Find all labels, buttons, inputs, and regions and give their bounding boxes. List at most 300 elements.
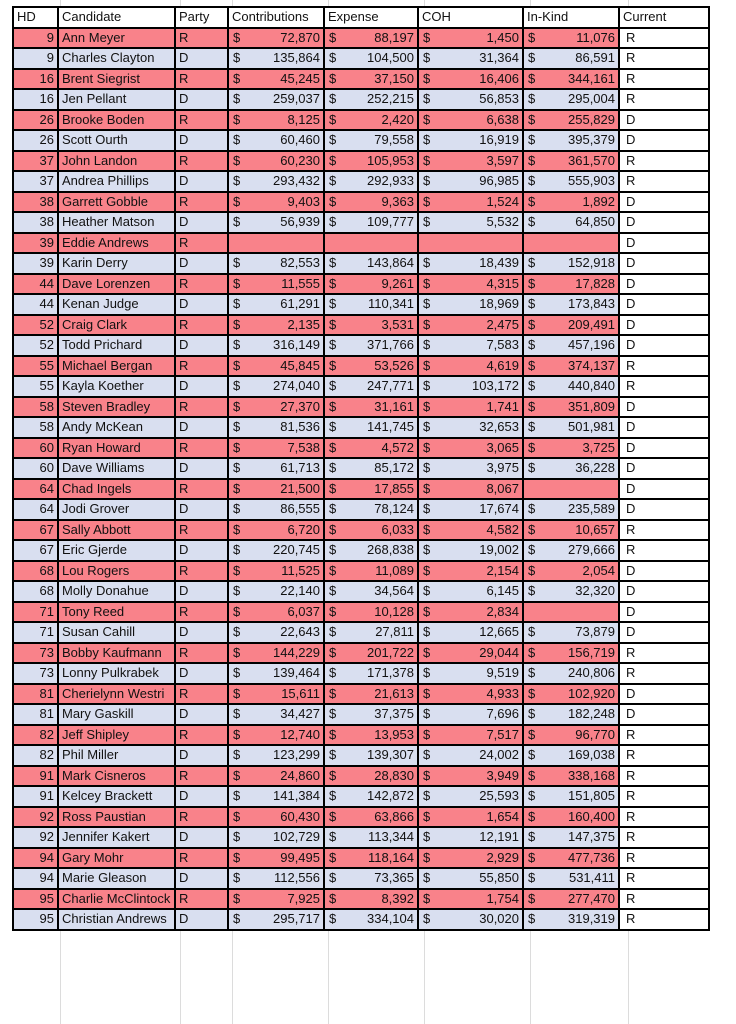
cell-in-kind[interactable]: [523, 561, 619, 582]
cell-contributions[interactable]: [228, 274, 324, 295]
cell-current[interactable]: R: [619, 766, 709, 787]
cell-expense[interactable]: [324, 151, 418, 172]
cell-hd[interactable]: 81: [13, 684, 58, 705]
cell-contributions[interactable]: [228, 889, 324, 910]
cell-hd[interactable]: 82: [13, 725, 58, 746]
cell-candidate[interactable]: Dave Lorenzen: [58, 274, 175, 295]
cell-candidate[interactable]: Sally Abbott: [58, 520, 175, 541]
cell-contributions[interactable]: [228, 376, 324, 397]
cell-hd[interactable]: 68: [13, 561, 58, 582]
cell-coh[interactable]: [418, 376, 523, 397]
cell-current[interactable]: R: [619, 786, 709, 807]
cell-in-kind[interactable]: [523, 868, 619, 889]
cell-in-kind[interactable]: [523, 171, 619, 192]
cell-hd[interactable]: 9: [13, 28, 58, 49]
cell-party[interactable]: R: [175, 69, 228, 90]
cell-candidate[interactable]: Tony Reed: [58, 602, 175, 623]
cell-hd[interactable]: 52: [13, 335, 58, 356]
cell-contributions[interactable]: [228, 786, 324, 807]
cell-contributions[interactable]: [228, 725, 324, 746]
cell-candidate[interactable]: Kenan Judge: [58, 294, 175, 315]
cell-hd[interactable]: 44: [13, 274, 58, 295]
cell-coh[interactable]: [418, 171, 523, 192]
cell-contributions[interactable]: [228, 807, 324, 828]
cell-expense[interactable]: [324, 274, 418, 295]
cell-current[interactable]: D: [619, 233, 709, 254]
cell-in-kind[interactable]: [523, 356, 619, 377]
cell-contributions[interactable]: [228, 397, 324, 418]
cell-coh[interactable]: [418, 274, 523, 295]
cell-party[interactable]: D: [175, 417, 228, 438]
cell-party[interactable]: D: [175, 704, 228, 725]
cell-hd[interactable]: 94: [13, 868, 58, 889]
cell-hd[interactable]: 92: [13, 807, 58, 828]
cell-coh[interactable]: [418, 397, 523, 418]
cell-candidate[interactable]: John Landon: [58, 151, 175, 172]
header-hd[interactable]: HD: [13, 7, 58, 28]
cell-coh[interactable]: [418, 417, 523, 438]
cell-current[interactable]: D: [619, 110, 709, 131]
cell-contributions[interactable]: [228, 663, 324, 684]
cell-party[interactable]: D: [175, 253, 228, 274]
cell-hd[interactable]: 81: [13, 704, 58, 725]
cell-party[interactable]: R: [175, 561, 228, 582]
cell-contributions[interactable]: [228, 827, 324, 848]
cell-hd[interactable]: 58: [13, 397, 58, 418]
cell-expense[interactable]: [324, 643, 418, 664]
cell-current[interactable]: D: [619, 479, 709, 500]
cell-contributions[interactable]: [228, 151, 324, 172]
cell-party[interactable]: D: [175, 48, 228, 69]
cell-party[interactable]: D: [175, 663, 228, 684]
cell-candidate[interactable]: Mary Gaskill: [58, 704, 175, 725]
cell-party[interactable]: D: [175, 458, 228, 479]
cell-in-kind[interactable]: [523, 130, 619, 151]
cell-current[interactable]: D: [619, 622, 709, 643]
cell-candidate[interactable]: Kelcey Brackett: [58, 786, 175, 807]
cell-contributions[interactable]: [228, 540, 324, 561]
cell-hd[interactable]: 26: [13, 110, 58, 131]
cell-candidate[interactable]: Jennifer Kakert: [58, 827, 175, 848]
cell-contributions[interactable]: [228, 602, 324, 623]
cell-party[interactable]: D: [175, 868, 228, 889]
cell-coh[interactable]: [418, 479, 523, 500]
cell-expense[interactable]: [324, 868, 418, 889]
cell-current[interactable]: R: [619, 807, 709, 828]
cell-expense[interactable]: [324, 376, 418, 397]
cell-expense[interactable]: [324, 212, 418, 233]
cell-hd[interactable]: 16: [13, 69, 58, 90]
cell-contributions[interactable]: [228, 192, 324, 213]
cell-coh[interactable]: [418, 151, 523, 172]
cell-in-kind[interactable]: [523, 848, 619, 869]
cell-coh[interactable]: [418, 745, 523, 766]
cell-hd[interactable]: 26: [13, 130, 58, 151]
cell-expense[interactable]: [324, 315, 418, 336]
cell-party[interactable]: D: [175, 294, 228, 315]
cell-coh[interactable]: [418, 69, 523, 90]
cell-hd[interactable]: 91: [13, 766, 58, 787]
cell-current[interactable]: D: [619, 397, 709, 418]
cell-expense[interactable]: [324, 233, 418, 254]
cell-contributions[interactable]: [228, 581, 324, 602]
cell-contributions[interactable]: [228, 561, 324, 582]
cell-in-kind[interactable]: [523, 520, 619, 541]
cell-hd[interactable]: 60: [13, 458, 58, 479]
cell-hd[interactable]: 95: [13, 909, 58, 930]
cell-party[interactable]: D: [175, 212, 228, 233]
cell-current[interactable]: D: [619, 684, 709, 705]
cell-candidate[interactable]: Chad Ingels: [58, 479, 175, 500]
cell-current[interactable]: R: [619, 48, 709, 69]
cell-candidate[interactable]: Todd Prichard: [58, 335, 175, 356]
cell-coh[interactable]: [418, 561, 523, 582]
cell-expense[interactable]: [324, 130, 418, 151]
cell-coh[interactable]: [418, 766, 523, 787]
cell-party[interactable]: R: [175, 315, 228, 336]
cell-coh[interactable]: [418, 581, 523, 602]
cell-candidate[interactable]: Ann Meyer: [58, 28, 175, 49]
cell-expense[interactable]: [324, 909, 418, 930]
cell-current[interactable]: D: [619, 335, 709, 356]
cell-expense[interactable]: [324, 786, 418, 807]
cell-in-kind[interactable]: [523, 663, 619, 684]
cell-in-kind[interactable]: [523, 69, 619, 90]
cell-current[interactable]: D: [619, 192, 709, 213]
cell-hd[interactable]: 91: [13, 786, 58, 807]
cell-current[interactable]: R: [619, 376, 709, 397]
cell-contributions[interactable]: [228, 48, 324, 69]
cell-contributions[interactable]: [228, 704, 324, 725]
cell-expense[interactable]: [324, 171, 418, 192]
cell-contributions[interactable]: [228, 520, 324, 541]
cell-expense[interactable]: [324, 561, 418, 582]
cell-coh[interactable]: [418, 848, 523, 869]
cell-coh[interactable]: [418, 110, 523, 131]
cell-hd[interactable]: 44: [13, 294, 58, 315]
cell-party[interactable]: R: [175, 192, 228, 213]
cell-candidate[interactable]: Karin Derry: [58, 253, 175, 274]
cell-in-kind[interactable]: [523, 602, 619, 623]
cell-current[interactable]: D: [619, 274, 709, 295]
cell-contributions[interactable]: [228, 69, 324, 90]
cell-coh[interactable]: [418, 909, 523, 930]
cell-in-kind[interactable]: [523, 745, 619, 766]
cell-coh[interactable]: [418, 725, 523, 746]
cell-candidate[interactable]: Lonny Pulkrabek: [58, 663, 175, 684]
cell-contributions[interactable]: [228, 622, 324, 643]
cell-party[interactable]: R: [175, 766, 228, 787]
cell-candidate[interactable]: Eric Gjerde: [58, 540, 175, 561]
cell-coh[interactable]: [418, 233, 523, 254]
cell-expense[interactable]: [324, 89, 418, 110]
cell-in-kind[interactable]: [523, 294, 619, 315]
cell-expense[interactable]: [324, 725, 418, 746]
cell-in-kind[interactable]: [523, 48, 619, 69]
cell-coh[interactable]: [418, 192, 523, 213]
cell-hd[interactable]: 68: [13, 581, 58, 602]
cell-current[interactable]: D: [619, 130, 709, 151]
cell-hd[interactable]: 64: [13, 499, 58, 520]
cell-in-kind[interactable]: [523, 889, 619, 910]
cell-party[interactable]: R: [175, 438, 228, 459]
cell-party[interactable]: D: [175, 745, 228, 766]
cell-candidate[interactable]: Ross Paustian: [58, 807, 175, 828]
cell-coh[interactable]: [418, 786, 523, 807]
cell-expense[interactable]: [324, 704, 418, 725]
cell-current[interactable]: R: [619, 745, 709, 766]
cell-party[interactable]: R: [175, 725, 228, 746]
header-in-kind[interactable]: In-Kind: [523, 7, 619, 28]
cell-hd[interactable]: 92: [13, 827, 58, 848]
cell-current[interactable]: R: [619, 725, 709, 746]
cell-coh[interactable]: [418, 540, 523, 561]
cell-party[interactable]: R: [175, 807, 228, 828]
cell-in-kind[interactable]: [523, 315, 619, 336]
cell-in-kind[interactable]: [523, 581, 619, 602]
cell-expense[interactable]: [324, 622, 418, 643]
cell-in-kind[interactable]: [523, 110, 619, 131]
cell-in-kind[interactable]: [523, 417, 619, 438]
header-coh[interactable]: COH: [418, 7, 523, 28]
cell-candidate[interactable]: Gary Mohr: [58, 848, 175, 869]
cell-hd[interactable]: 94: [13, 848, 58, 869]
cell-in-kind[interactable]: [523, 212, 619, 233]
cell-in-kind[interactable]: [523, 397, 619, 418]
cell-current[interactable]: R: [619, 909, 709, 930]
header-current[interactable]: Current: [619, 7, 709, 28]
cell-contributions[interactable]: [228, 766, 324, 787]
cell-current[interactable]: R: [619, 868, 709, 889]
header-party[interactable]: Party: [175, 7, 228, 28]
cell-current[interactable]: D: [619, 561, 709, 582]
cell-in-kind[interactable]: [523, 704, 619, 725]
cell-hd[interactable]: 73: [13, 663, 58, 684]
cell-current[interactable]: R: [619, 540, 709, 561]
cell-coh[interactable]: [418, 827, 523, 848]
cell-hd[interactable]: 38: [13, 212, 58, 233]
cell-party[interactable]: D: [175, 499, 228, 520]
cell-candidate[interactable]: Michael Bergan: [58, 356, 175, 377]
cell-in-kind[interactable]: [523, 233, 619, 254]
cell-contributions[interactable]: [228, 233, 324, 254]
cell-hd[interactable]: 71: [13, 622, 58, 643]
cell-current[interactable]: D: [619, 581, 709, 602]
cell-contributions[interactable]: [228, 643, 324, 664]
cell-candidate[interactable]: Jen Pellant: [58, 89, 175, 110]
cell-in-kind[interactable]: [523, 458, 619, 479]
cell-candidate[interactable]: Andy McKean: [58, 417, 175, 438]
cell-in-kind[interactable]: [523, 376, 619, 397]
cell-in-kind[interactable]: [523, 192, 619, 213]
cell-expense[interactable]: [324, 458, 418, 479]
cell-current[interactable]: D: [619, 499, 709, 520]
cell-in-kind[interactable]: [523, 725, 619, 746]
cell-party[interactable]: R: [175, 397, 228, 418]
cell-party[interactable]: D: [175, 909, 228, 930]
cell-contributions[interactable]: [228, 315, 324, 336]
cell-party[interactable]: D: [175, 171, 228, 192]
cell-coh[interactable]: [418, 889, 523, 910]
cell-contributions[interactable]: [228, 458, 324, 479]
cell-in-kind[interactable]: [523, 766, 619, 787]
cell-contributions[interactable]: [228, 294, 324, 315]
cell-party[interactable]: D: [175, 786, 228, 807]
cell-party[interactable]: R: [175, 356, 228, 377]
cell-coh[interactable]: [418, 28, 523, 49]
cell-expense[interactable]: [324, 848, 418, 869]
cell-in-kind[interactable]: [523, 622, 619, 643]
cell-hd[interactable]: 16: [13, 89, 58, 110]
cell-in-kind[interactable]: [523, 540, 619, 561]
cell-expense[interactable]: [324, 294, 418, 315]
cell-expense[interactable]: [324, 397, 418, 418]
cell-in-kind[interactable]: [523, 28, 619, 49]
cell-party[interactable]: R: [175, 151, 228, 172]
cell-current[interactable]: R: [619, 28, 709, 49]
cell-in-kind[interactable]: [523, 274, 619, 295]
cell-candidate[interactable]: Charles Clayton: [58, 48, 175, 69]
cell-coh[interactable]: [418, 499, 523, 520]
cell-party[interactable]: R: [175, 479, 228, 500]
cell-in-kind[interactable]: [523, 827, 619, 848]
cell-expense[interactable]: [324, 438, 418, 459]
cell-candidate[interactable]: Susan Cahill: [58, 622, 175, 643]
cell-candidate[interactable]: Andrea Phillips: [58, 171, 175, 192]
cell-party[interactable]: D: [175, 376, 228, 397]
cell-contributions[interactable]: [228, 253, 324, 274]
cell-current[interactable]: D: [619, 315, 709, 336]
cell-contributions[interactable]: [228, 212, 324, 233]
cell-coh[interactable]: [418, 807, 523, 828]
cell-expense[interactable]: [324, 602, 418, 623]
cell-in-kind[interactable]: [523, 807, 619, 828]
cell-candidate[interactable]: Christian Andrews: [58, 909, 175, 930]
cell-hd[interactable]: 37: [13, 171, 58, 192]
cell-coh[interactable]: [418, 663, 523, 684]
cell-party[interactable]: R: [175, 274, 228, 295]
cell-expense[interactable]: [324, 745, 418, 766]
cell-candidate[interactable]: Mark Cisneros: [58, 766, 175, 787]
cell-party[interactable]: R: [175, 684, 228, 705]
cell-current[interactable]: D: [619, 417, 709, 438]
cell-coh[interactable]: [418, 438, 523, 459]
cell-party[interactable]: R: [175, 889, 228, 910]
cell-expense[interactable]: [324, 807, 418, 828]
cell-coh[interactable]: [418, 602, 523, 623]
cell-in-kind[interactable]: [523, 909, 619, 930]
cell-current[interactable]: R: [619, 151, 709, 172]
cell-in-kind[interactable]: [523, 151, 619, 172]
cell-current[interactable]: R: [619, 889, 709, 910]
cell-expense[interactable]: [324, 110, 418, 131]
cell-candidate[interactable]: Scott Ourth: [58, 130, 175, 151]
cell-party[interactable]: D: [175, 130, 228, 151]
cell-expense[interactable]: [324, 499, 418, 520]
cell-contributions[interactable]: [228, 868, 324, 889]
cell-candidate[interactable]: Garrett Gobble: [58, 192, 175, 213]
cell-coh[interactable]: [418, 130, 523, 151]
cell-expense[interactable]: [324, 581, 418, 602]
cell-party[interactable]: R: [175, 28, 228, 49]
cell-hd[interactable]: 60: [13, 438, 58, 459]
cell-current[interactable]: R: [619, 356, 709, 377]
cell-current[interactable]: R: [619, 69, 709, 90]
cell-hd[interactable]: 71: [13, 602, 58, 623]
cell-current[interactable]: R: [619, 827, 709, 848]
cell-current[interactable]: R: [619, 171, 709, 192]
cell-candidate[interactable]: Jodi Grover: [58, 499, 175, 520]
cell-candidate[interactable]: Brooke Boden: [58, 110, 175, 131]
cell-in-kind[interactable]: [523, 479, 619, 500]
cell-party[interactable]: R: [175, 110, 228, 131]
cell-current[interactable]: D: [619, 458, 709, 479]
cell-coh[interactable]: [418, 520, 523, 541]
cell-contributions[interactable]: [228, 909, 324, 930]
cell-current[interactable]: R: [619, 848, 709, 869]
cell-hd[interactable]: 67: [13, 540, 58, 561]
cell-contributions[interactable]: [228, 438, 324, 459]
cell-candidate[interactable]: Brent Siegrist: [58, 69, 175, 90]
cell-contributions[interactable]: [228, 356, 324, 377]
cell-candidate[interactable]: Kayla Koether: [58, 376, 175, 397]
cell-party[interactable]: D: [175, 540, 228, 561]
cell-expense[interactable]: [324, 766, 418, 787]
cell-party[interactable]: D: [175, 335, 228, 356]
cell-candidate[interactable]: Molly Donahue: [58, 581, 175, 602]
cell-contributions[interactable]: [228, 89, 324, 110]
cell-candidate[interactable]: Ryan Howard: [58, 438, 175, 459]
cell-in-kind[interactable]: [523, 786, 619, 807]
cell-hd[interactable]: 37: [13, 151, 58, 172]
cell-hd[interactable]: 55: [13, 376, 58, 397]
cell-expense[interactable]: [324, 520, 418, 541]
cell-candidate[interactable]: Phil Miller: [58, 745, 175, 766]
cell-coh[interactable]: [418, 253, 523, 274]
cell-hd[interactable]: 58: [13, 417, 58, 438]
cell-coh[interactable]: [418, 294, 523, 315]
cell-candidate[interactable]: Craig Clark: [58, 315, 175, 336]
cell-coh[interactable]: [418, 356, 523, 377]
cell-contributions[interactable]: [228, 848, 324, 869]
cell-expense[interactable]: [324, 335, 418, 356]
cell-party[interactable]: D: [175, 622, 228, 643]
cell-contributions[interactable]: [228, 28, 324, 49]
cell-coh[interactable]: [418, 684, 523, 705]
cell-contributions[interactable]: [228, 479, 324, 500]
cell-current[interactable]: R: [619, 520, 709, 541]
cell-party[interactable]: R: [175, 643, 228, 664]
cell-current[interactable]: R: [619, 89, 709, 110]
cell-contributions[interactable]: [228, 684, 324, 705]
cell-current[interactable]: D: [619, 438, 709, 459]
cell-current[interactable]: D: [619, 704, 709, 725]
cell-candidate[interactable]: Cherielynn Westri: [58, 684, 175, 705]
cell-coh[interactable]: [418, 212, 523, 233]
cell-hd[interactable]: 67: [13, 520, 58, 541]
cell-hd[interactable]: 82: [13, 745, 58, 766]
cell-in-kind[interactable]: [523, 438, 619, 459]
cell-in-kind[interactable]: [523, 499, 619, 520]
cell-party[interactable]: D: [175, 827, 228, 848]
cell-party[interactable]: R: [175, 602, 228, 623]
cell-coh[interactable]: [418, 335, 523, 356]
cell-in-kind[interactable]: [523, 253, 619, 274]
cell-contributions[interactable]: [228, 499, 324, 520]
cell-expense[interactable]: [324, 684, 418, 705]
cell-candidate[interactable]: Lou Rogers: [58, 561, 175, 582]
cell-in-kind[interactable]: [523, 643, 619, 664]
